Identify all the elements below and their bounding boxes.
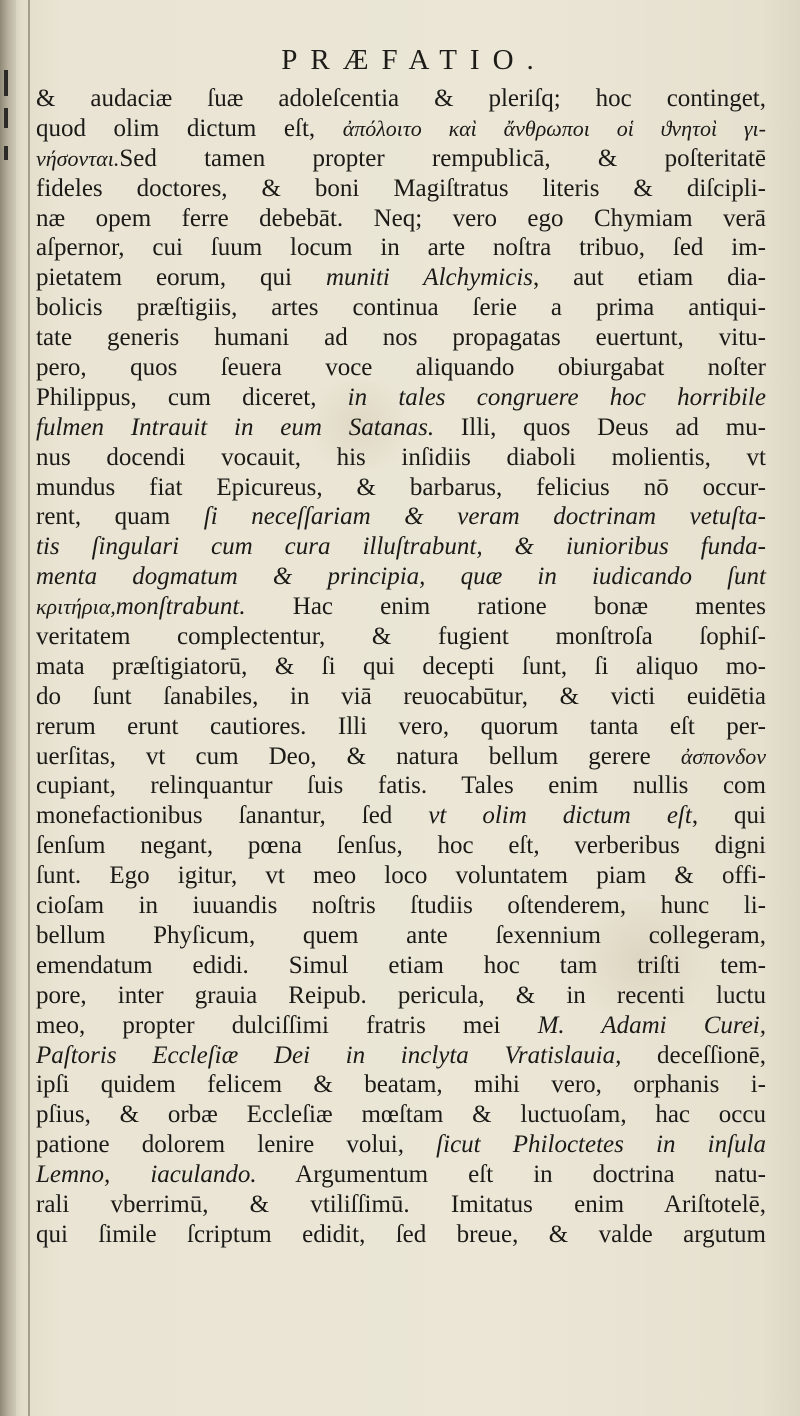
text-line [36, 1100, 766, 1130]
text-line [36, 114, 766, 144]
text-line [36, 443, 766, 473]
text-segment: Hac enim ratione bonæ mentes [245, 593, 766, 621]
margin-mark [4, 146, 8, 160]
text-segment: patione dolorem lenire volui, [36, 1131, 437, 1159]
text-segment: Sed tamen propter rempublicā, & poſteritatē [119, 144, 766, 172]
text-segment: deceſſionē, [621, 1041, 766, 1069]
text-line [36, 562, 766, 592]
text-segment: cioſam in iuuandis noſtris ſtudiis oſtenderem, hunc li- [36, 892, 766, 920]
text-line [36, 801, 766, 831]
text-segment: nus docendi vocauit, his inſidiis diaboli molientis, vt [36, 443, 766, 471]
text-segment: pore, inter grauia Reipub. pericula, & in recenti luctu [36, 981, 766, 1009]
text-segment: veritatem complectentur, & fugient monſtroſa ſophiſ- [36, 623, 766, 651]
text-segment: , qui [691, 802, 766, 830]
text-segment: ſenſum negant, pœna ſenſus, hoc eſt, verberibus digni [36, 832, 766, 860]
text-line [36, 383, 766, 413]
text-segment: ſunt. Ego igitur, vt meo loco voluntatem piam & offi- [36, 862, 766, 890]
greek-text: κριτήρια, [36, 594, 116, 620]
greek-text: ἀσπονδον [680, 743, 766, 769]
italic-text: in tales congruere hoc horribile [347, 383, 766, 411]
text-line [36, 1070, 766, 1100]
text-line [36, 921, 766, 951]
text-segment: Argumentum eſt in doctrina natu- [256, 1161, 766, 1189]
text-line [36, 1220, 766, 1250]
book-gutter [0, 0, 16, 1416]
text-line [36, 891, 766, 921]
text-line [36, 742, 766, 772]
text-line [36, 263, 766, 293]
italic-text: Lemno, iaculando. [36, 1161, 257, 1189]
text-segment: næ opem ferre debebāt. Neq; vero ego Chymiam verā [36, 204, 766, 232]
italic-text: tis ſingulari cum cura illuſtrabunt, & iunioribus funda- [36, 533, 766, 561]
margin-rule [28, 0, 30, 1416]
text-segment: Philippus, cum diceret, [36, 383, 348, 411]
text-segment: emendatum edidi. Simul etiam hoc tam triſti tem- [36, 951, 766, 979]
italic-text: ſicut Philoctetes in inſula [436, 1131, 766, 1159]
text-line [36, 682, 766, 712]
text-line [36, 951, 766, 981]
text-segment: & audaciæ ſuæ adoleſcentia & pleriſq; hoc continget, [36, 85, 766, 112]
text-line [36, 144, 766, 174]
text-segment: rali vberrimū, & vtiliſſimū. Imitatus enim Ariſtotelē, [36, 1190, 766, 1218]
italic-text: fulmen Intrauit in eum Satanas. [36, 413, 435, 441]
text-segment: do ſunt ſanabiles, in viā reuocabūtur, & victi euidētia [36, 682, 766, 710]
text-segment: mundus fiat Epicureus, & barbarus, felicius nō occur- [36, 473, 766, 501]
text-segment: Illi, quos Deus ad mu- [434, 413, 766, 441]
text-line [36, 592, 766, 622]
text-segment: monefactionibus ſanantur, ſed [36, 802, 429, 830]
text-segment: aſpernor, cui ſuum locum in arte noſtra tribuo, ſed im- [36, 234, 766, 262]
italic-text: menta dogmatum & principia, quæ in iudicando ſunt [36, 563, 766, 591]
text-segment: tate generis humani ad nos propagatas euertunt, vitu- [36, 324, 766, 352]
text-segment: uerſitas, vt cum Deo, & natura bellum gerere [36, 742, 681, 770]
text-line [36, 1130, 766, 1160]
italic-text: monſtrabunt. [115, 593, 246, 621]
text-line [36, 771, 766, 801]
italic-text: M. Adami Curei, [537, 1011, 766, 1039]
text-line [36, 473, 766, 503]
greek-text: νήσονται. [36, 145, 120, 171]
text-line [36, 293, 766, 323]
text-line [36, 353, 766, 383]
text-segment: bolicis præſtigiis, artes continua ſerie a prima antiqui- [36, 294, 766, 322]
text-segment: , aut etiam dia- [533, 264, 766, 292]
text-line [36, 1041, 766, 1071]
text-segment: quod olim dictum eſt, [36, 114, 343, 142]
text-segment: cupiant, relinquantur ſuis fatis. Tales enim nullis com [36, 772, 766, 800]
text-line [36, 831, 766, 861]
text-segment: fideles doctores, & boni Magiſtratus literis & diſcipli- [36, 174, 766, 202]
text-line [36, 204, 766, 234]
text-segment: rent, quam [36, 503, 204, 531]
margin-mark [4, 108, 8, 128]
text-segment: rerum erunt cautiores. Illi vero, quorum tanta eſt per- [36, 712, 766, 740]
text-line [36, 413, 766, 443]
text-line [36, 712, 766, 742]
italic-text: muniti Alchymicis [325, 264, 533, 292]
text-line [36, 233, 766, 263]
text-line [36, 84, 766, 114]
text-segment: meo, propter dulciſſimi fratris mei [36, 1011, 538, 1039]
text-line [36, 532, 766, 562]
text-line [36, 323, 766, 353]
text-segment: bellum Phyſicum, quem ante ſexennium collegeram, [36, 921, 766, 949]
greek-text: ἀπόλοιτο καὶ ἄνθρωποι οἱ ϑνητοὶ γι- [342, 115, 766, 141]
text-segment: ipſi quidem felicem & beatam, mihi vero, orphanis i- [36, 1071, 766, 1099]
text-segment: mata præſtigiatorū, & ſi qui decepti ſunt, ſi aliquo mo- [36, 652, 766, 680]
text-line [36, 652, 766, 682]
italic-text: vt olim dictum eſt [428, 802, 692, 830]
text-line [36, 981, 766, 1011]
text-line [36, 1011, 766, 1041]
text-segment: pero, quos ſeuera voce aliquando obiurgabat noſter [36, 354, 766, 382]
text-segment: pſius, & orbæ Eccleſiæ mœſtam & luctuoſam, hac occu [36, 1101, 766, 1129]
text-segment: qui ſimile ſcriptum edidit, ſed breue, & valde argutum [36, 1220, 766, 1248]
text-line [36, 861, 766, 891]
text-segment: pietatem eorum, qui [36, 264, 326, 292]
text-line [36, 1190, 766, 1220]
text-line [36, 502, 766, 532]
italic-text: ſi neceſſariam & veram doctrinam vetuſta- [203, 503, 766, 531]
page-header: PRÆFATIO. [281, 44, 547, 76]
text-line [36, 1160, 766, 1190]
text-line [36, 622, 766, 652]
body-text [36, 84, 766, 1250]
text-line [36, 174, 766, 204]
italic-text: Paſtoris Eccleſiæ Dei in inclyta Vratislauia, [36, 1041, 622, 1069]
